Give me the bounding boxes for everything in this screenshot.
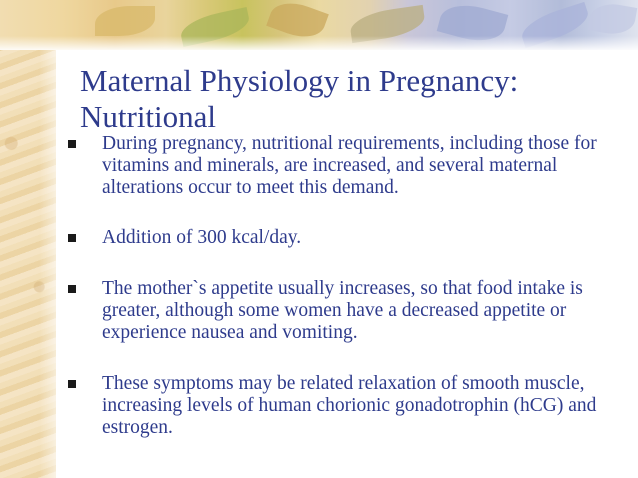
slide-title: Maternal Physiology in Pregnancy: Nutritional — [80, 63, 519, 134]
bullet-text: Addition of 300 kcal/day. — [102, 227, 302, 248]
parchment-sidebar-decoration — [0, 0, 56, 478]
square-bullet-icon — [68, 234, 76, 242]
banner-fade — [0, 36, 638, 50]
bullet-item — [66, 373, 626, 439]
bullet-item — [66, 227, 626, 249]
bullet-text: The mother`s appetite usually increases, so that food intake is greater, although some women have a decreased appetite or experience nausea and vomiting. — [102, 278, 583, 343]
bullet-list — [66, 133, 626, 439]
bullet-text: These symptoms may be related relaxation of smooth muscle, increasing levels of human chorionic gonadotrophin (hCG) and estrogen. — [102, 373, 597, 438]
floral-banner-decoration — [0, 0, 638, 50]
square-bullet-icon — [68, 285, 76, 293]
leaf-decoration — [95, 6, 155, 36]
leaf-decoration — [588, 0, 638, 37]
square-bullet-icon — [68, 140, 76, 148]
bullet-item — [66, 133, 626, 199]
square-bullet-icon — [68, 380, 76, 388]
bullet-item — [66, 278, 626, 344]
bullet-text: During pregnancy, nutritional requirements, including those for vitamins and minerals, are increased, and several maternal alterations occur to meet this demand. — [102, 133, 597, 198]
